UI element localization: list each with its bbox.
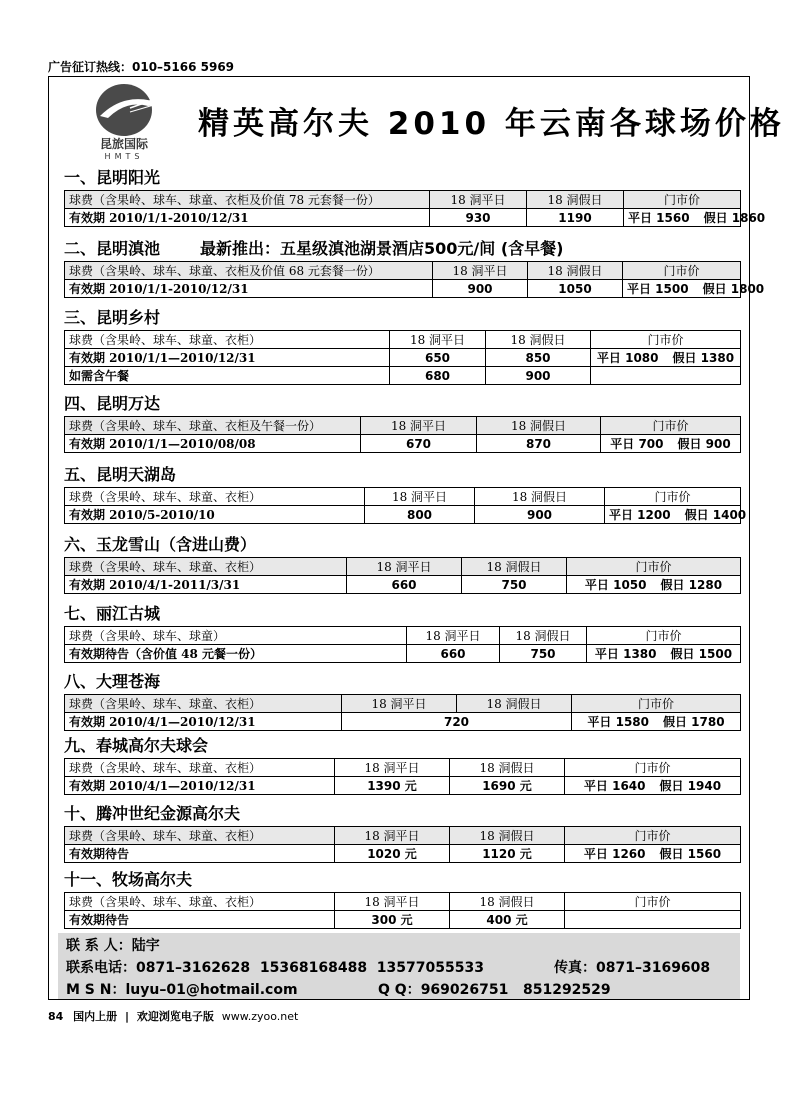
retail-price bbox=[591, 349, 741, 367]
table-row bbox=[65, 845, 741, 863]
holiday-label: 18 洞假日 bbox=[457, 695, 572, 713]
retail-label: 门市价 bbox=[565, 893, 741, 911]
retail-price bbox=[624, 209, 766, 227]
logo-disc bbox=[96, 84, 152, 136]
fax-number: 0871–3169608 bbox=[596, 960, 711, 976]
holiday-label: 18 洞假日 bbox=[528, 262, 623, 280]
retail-weekday: 平日 1500 bbox=[627, 282, 689, 296]
retail-holiday: 假日 1800 bbox=[702, 282, 765, 296]
fee-label: 球费（含果岭、球车、球童、衣柜） bbox=[65, 827, 335, 845]
footer-slogan: 欢迎浏览电子版 bbox=[136, 1010, 214, 1023]
section-heading: 六、玉龙雪山（含进山费） bbox=[64, 535, 257, 554]
retail-label: 门市价 bbox=[587, 627, 741, 645]
page-footer bbox=[48, 1008, 298, 1024]
fee-label: 球费（含果岭、球车、球童、衣柜） bbox=[65, 893, 335, 911]
table-row bbox=[65, 331, 741, 349]
holiday-label: 18 洞假日 bbox=[527, 191, 624, 209]
retail-label: 门市价 bbox=[565, 827, 741, 845]
holiday-label: 18 洞假日 bbox=[450, 893, 565, 911]
fee-label: 球费（含果岭、球车、球童、衣柜及价值 68 元套餐一份） bbox=[65, 262, 433, 280]
weekday-price: 670 bbox=[361, 435, 477, 453]
weekday-price: 650 bbox=[390, 349, 486, 367]
retail-price bbox=[587, 645, 741, 663]
holiday-label: 18 洞假日 bbox=[462, 558, 567, 576]
retail-holiday: 假日 1400 bbox=[684, 508, 747, 522]
retail-price bbox=[565, 845, 741, 863]
table-row bbox=[65, 759, 741, 777]
retail-label: 门市价 bbox=[624, 191, 741, 209]
weekday-label: 18 洞平日 bbox=[407, 627, 500, 645]
retail-weekday: 平日 1380 bbox=[594, 647, 657, 661]
section-heading: 四、昆明万达 bbox=[64, 394, 161, 413]
price-table bbox=[64, 826, 741, 863]
table-row bbox=[65, 417, 741, 435]
page-header bbox=[48, 76, 785, 166]
holiday-price: 870 bbox=[477, 435, 601, 453]
book-name: 国内上册 bbox=[73, 1010, 118, 1023]
table-row bbox=[65, 262, 741, 280]
qq-numbers: 969026751 851292529 bbox=[420, 982, 611, 998]
footer-website: www.zyoo.net bbox=[221, 1010, 299, 1023]
retail-holiday: 假日 1380 bbox=[672, 351, 735, 365]
validity: 有效期 2010/1/1—2010/12/31 bbox=[65, 349, 390, 367]
fee-label: 球费（含果岭、球车、球童、衣柜及午餐一份） bbox=[65, 417, 361, 435]
page-title: 精英高尔夫 2010 年云南各球场价格 bbox=[198, 106, 785, 142]
fee-label: 球费（含果岭、球车、球童、衣柜及价值 78 元套餐一份） bbox=[65, 191, 430, 209]
price-table bbox=[64, 190, 766, 227]
holiday-price: 750 bbox=[500, 645, 587, 663]
retail-holiday: 假日 1940 bbox=[659, 779, 722, 793]
retail-weekday: 平日 700 bbox=[610, 437, 664, 451]
validity: 有效期 2010/1/1-2010/12/31 bbox=[65, 209, 430, 227]
weekday-label: 18 洞平日 bbox=[347, 558, 462, 576]
validity: 有效期 2010/4/1-2011/3/31 bbox=[65, 576, 347, 594]
retail-price bbox=[572, 713, 741, 731]
course-section bbox=[64, 392, 740, 453]
validity: 有效期 2010/4/1—2010/12/31 bbox=[65, 777, 335, 795]
ad-hotline: 广告征订热线：010–5166 5969 bbox=[48, 60, 235, 74]
table-row bbox=[65, 280, 741, 298]
contact-qq-line bbox=[378, 979, 611, 999]
contact-phone-line bbox=[66, 957, 484, 977]
contact-block bbox=[58, 933, 740, 999]
contact-person-label: 联 系 人： bbox=[66, 938, 132, 954]
section-heading: 十、腾冲世纪金源高尔夫 bbox=[64, 804, 241, 823]
weekday-price: 1020 元 bbox=[335, 845, 450, 863]
table-row bbox=[65, 349, 741, 367]
lunch-holiday-price: 900 bbox=[486, 367, 591, 385]
lunch-weekday-price: 680 bbox=[390, 367, 486, 385]
holiday-price: 400 元 bbox=[450, 911, 565, 929]
validity: 有效期 2010/1/1-2010/12/31 bbox=[65, 280, 433, 298]
retail-weekday: 平日 1050 bbox=[584, 578, 647, 592]
price-table bbox=[64, 626, 741, 663]
contact-msn-line bbox=[66, 979, 298, 999]
retail-label: 门市价 bbox=[565, 759, 741, 777]
weekday-label: 18 洞平日 bbox=[430, 191, 527, 209]
hotel-promo: 最新推出：五星级滇池湖景酒店500元/间 (含早餐) bbox=[200, 239, 564, 258]
validity: 有效期待告 bbox=[65, 845, 335, 863]
fee-label: 球费（含果岭、球车、球童、衣柜） bbox=[65, 695, 342, 713]
table-row bbox=[65, 827, 741, 845]
logo-name: 昆旅国际 bbox=[99, 137, 149, 151]
empty-cell bbox=[565, 911, 741, 929]
validity: 有效期 2010/1/1—2010/08/08 bbox=[65, 435, 361, 453]
weekday-label: 18 洞平日 bbox=[365, 488, 475, 506]
retail-price bbox=[601, 435, 741, 453]
table-row bbox=[65, 695, 741, 713]
section-title: 二、昆明滇池 bbox=[64, 239, 161, 258]
section-heading: 七、丽江古城 bbox=[64, 604, 161, 623]
retail-label: 门市价 bbox=[623, 262, 741, 280]
fee-label: 球费（含果岭、球车、球童、衣柜） bbox=[65, 488, 365, 506]
course-section bbox=[64, 533, 740, 594]
weekday-label: 18 洞平日 bbox=[342, 695, 457, 713]
weekday-price: 900 bbox=[433, 280, 528, 298]
retail-price bbox=[623, 280, 765, 298]
retail-holiday: 假日 1860 bbox=[703, 211, 766, 225]
price-table bbox=[64, 694, 741, 731]
qq-label: Q Q： bbox=[378, 982, 421, 998]
holiday-price: 1120 元 bbox=[450, 845, 565, 863]
footer-separator: | bbox=[125, 1010, 130, 1023]
table-row bbox=[65, 558, 741, 576]
contact-person-line bbox=[66, 935, 160, 955]
course-section bbox=[64, 602, 740, 663]
validity: 有效期待告（含价值 48 元餐一份） bbox=[65, 645, 407, 663]
lunch-option: 如需含午餐 bbox=[65, 367, 390, 385]
retail-weekday: 平日 1260 bbox=[583, 847, 646, 861]
price-table bbox=[64, 892, 741, 929]
section-heading: 八、大理苍海 bbox=[64, 672, 161, 691]
retail-holiday: 假日 1560 bbox=[659, 847, 722, 861]
fax-label: 传真： bbox=[554, 960, 596, 976]
contact-fax-line bbox=[554, 957, 710, 977]
retail-weekday: 平日 1580 bbox=[587, 715, 649, 729]
fee-label: 球费（含果岭、球车、球童、衣柜） bbox=[65, 331, 390, 349]
section-heading bbox=[64, 237, 740, 261]
retail-label: 门市价 bbox=[601, 417, 741, 435]
weekday-label: 18 洞平日 bbox=[361, 417, 477, 435]
retail-price bbox=[567, 576, 741, 594]
course-section bbox=[64, 670, 740, 731]
msn-address: luyu–01@hotmail.com bbox=[125, 982, 298, 998]
validity: 有效期待告 bbox=[65, 911, 335, 929]
company-logo bbox=[86, 82, 166, 160]
table-row bbox=[65, 367, 741, 385]
section-heading: 五、昆明天湖岛 bbox=[64, 465, 177, 484]
section-heading: 十一、牧场高尔夫 bbox=[64, 870, 193, 889]
price-table bbox=[64, 758, 741, 795]
table-row bbox=[65, 627, 741, 645]
section-heading: 九、春城高尔夫球会 bbox=[64, 736, 209, 755]
retail-label: 门市价 bbox=[591, 331, 741, 349]
weekday-price: 660 bbox=[347, 576, 462, 594]
phone-numbers: 0871–3162628 15368168488 13577055533 bbox=[136, 960, 484, 976]
weekday-price: 1390 元 bbox=[335, 777, 450, 795]
page-number: 84 bbox=[48, 1010, 64, 1023]
flat-price: 720 bbox=[342, 713, 572, 731]
price-table bbox=[64, 487, 747, 524]
price-table bbox=[64, 330, 741, 385]
course-section bbox=[64, 166, 766, 227]
holiday-label: 18 洞假日 bbox=[475, 488, 605, 506]
price-table bbox=[64, 261, 765, 298]
fee-label: 球费（含果岭、球车、球童、衣柜） bbox=[65, 759, 335, 777]
retail-holiday: 假日 1280 bbox=[660, 578, 723, 592]
retail-holiday: 假日 1500 bbox=[670, 647, 733, 661]
holiday-label: 18 洞假日 bbox=[450, 759, 565, 777]
section-heading: 三、昆明乡村 bbox=[64, 308, 161, 327]
table-row bbox=[65, 209, 741, 227]
holiday-price: 900 bbox=[475, 506, 605, 524]
price-table bbox=[64, 557, 741, 594]
weekday-label: 18 洞平日 bbox=[390, 331, 486, 349]
msn-label: M S N： bbox=[66, 982, 126, 998]
table-row bbox=[65, 576, 741, 594]
fee-label: 球费（含果岭、球车、球童） bbox=[65, 627, 407, 645]
fee-label: 球费（含果岭、球车、球童、衣柜） bbox=[65, 558, 347, 576]
holiday-price: 1690 元 bbox=[450, 777, 565, 795]
section-heading: 一、昆明阳光 bbox=[64, 168, 161, 187]
retail-price bbox=[565, 777, 741, 795]
retail-holiday: 假日 900 bbox=[677, 437, 731, 451]
validity: 有效期 2010/5-2010/10 bbox=[65, 506, 365, 524]
table-row bbox=[65, 777, 741, 795]
holiday-price: 850 bbox=[486, 349, 591, 367]
phone-label: 联系电话： bbox=[66, 960, 136, 976]
table-row bbox=[65, 911, 741, 929]
retail-weekday: 平日 1200 bbox=[609, 508, 671, 522]
course-section bbox=[64, 802, 740, 863]
retail-price bbox=[605, 506, 747, 524]
holiday-label: 18 洞假日 bbox=[450, 827, 565, 845]
logo-sub: HMTS bbox=[104, 152, 144, 161]
price-table bbox=[64, 416, 741, 453]
course-section bbox=[64, 237, 765, 298]
empty-cell bbox=[591, 367, 741, 385]
weekday-label: 18 洞平日 bbox=[433, 262, 528, 280]
weekday-label: 18 洞平日 bbox=[335, 759, 450, 777]
retail-weekday: 平日 1640 bbox=[583, 779, 646, 793]
holiday-label: 18 洞假日 bbox=[486, 331, 591, 349]
retail-weekday: 平日 1560 bbox=[628, 211, 690, 225]
retail-label: 门市价 bbox=[605, 488, 741, 506]
validity: 有效期 2010/4/1—2010/12/31 bbox=[65, 713, 342, 731]
retail-label: 门市价 bbox=[567, 558, 741, 576]
weekday-price: 930 bbox=[430, 209, 527, 227]
table-row bbox=[65, 488, 741, 506]
table-row bbox=[65, 713, 741, 731]
table-row bbox=[65, 645, 741, 663]
table-row bbox=[65, 893, 741, 911]
retail-label: 门市价 bbox=[572, 695, 741, 713]
course-section bbox=[64, 868, 740, 929]
weekday-label: 18 洞平日 bbox=[335, 827, 450, 845]
weekday-price: 660 bbox=[407, 645, 500, 663]
weekday-price: 800 bbox=[365, 506, 475, 524]
holiday-price: 750 bbox=[462, 576, 567, 594]
holiday-price: 1190 bbox=[527, 209, 624, 227]
course-section bbox=[64, 463, 747, 524]
contact-person: 陆宇 bbox=[131, 938, 160, 954]
table-row bbox=[65, 191, 741, 209]
weekday-price: 300 元 bbox=[335, 911, 450, 929]
holiday-price: 1050 bbox=[528, 280, 623, 298]
table-row bbox=[65, 435, 741, 453]
holiday-label: 18 洞假日 bbox=[477, 417, 601, 435]
course-section bbox=[64, 734, 740, 795]
table-row bbox=[65, 506, 741, 524]
retail-holiday: 假日 1780 bbox=[663, 715, 725, 729]
holiday-label: 18 洞假日 bbox=[500, 627, 587, 645]
course-section bbox=[64, 306, 740, 385]
retail-weekday: 平日 1080 bbox=[596, 351, 659, 365]
weekday-label: 18 洞平日 bbox=[335, 893, 450, 911]
